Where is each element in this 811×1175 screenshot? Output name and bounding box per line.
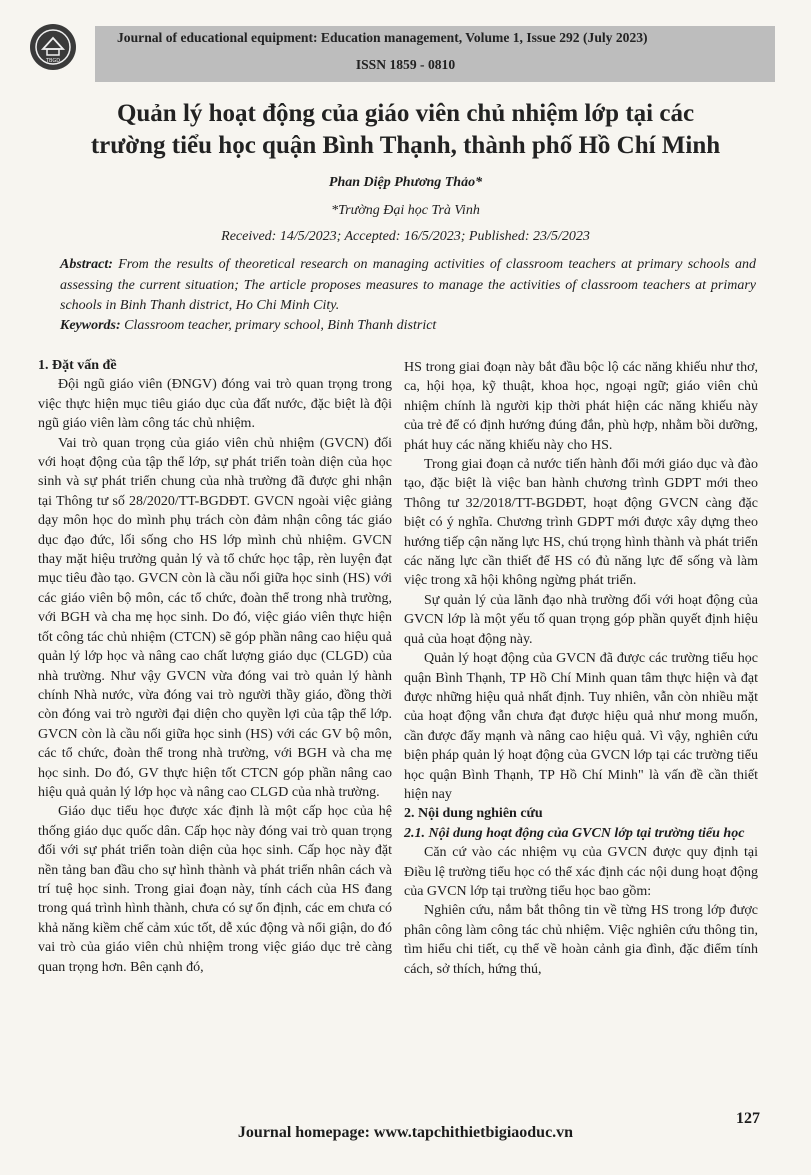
right-column (404, 358, 758, 979)
affiliation: *Trường Đại học Trà Vinh (331, 203, 480, 218)
left-column (38, 356, 392, 977)
keywords-text: Classroom teacher, primary school, Binh Thanh district (124, 318, 437, 333)
title-line-1: Quản lý hoạt động của giáo viên chủ nhiệm lớp tại các (116, 100, 695, 127)
page-number: 127 (736, 1110, 760, 1127)
keywords (60, 318, 756, 334)
paragraph: Căn cứ vào các nhiệm vụ của GVCN được quy định tại Điều lệ trường tiểu học có thể xác định các nội dung hoạt động của GVCN lớp tại trường tiểu học bao gồm: (404, 845, 758, 899)
section-heading-1: 1. Đặt vấn đề (38, 358, 117, 373)
journal-homepage: Journal homepage: www.tapchithietbigiaoduc.vn (237, 1124, 574, 1141)
logo-text: TBGD (45, 58, 61, 64)
article-title (30, 98, 781, 162)
paragraph: Trong giai đoạn cả nước tiến hành đổi mới giáo dục và đào tạo, đặc biệt là việc ban hành chương trình GDPT mới theo Thông tư 32/2018/TT-BGDĐT, hoạt động GVCN càng đặc biệt có ý nghĩa. Chương trình GDPT mới được xây dựng theo hướng tiếp cận năng lực HS, chú trọng hình thành và phát triển các năng lực cần thiết để HS có đủ năng lực để sống và làm việc trong xã hội không ngừng phát triển. (404, 457, 758, 589)
abstract (60, 255, 756, 317)
keywords-label: Keywords: (60, 318, 121, 333)
abstract-text: From the results of theoretical research on managing activities of classroom teachers at primary schools and assessing the current situation; The article proposes measures to manage the activities of classroom teachers at primary schools in Binh Thanh district, Ho Chi Minh City. (60, 257, 756, 313)
paragraph: Nghiên cứu, nắm bắt thông tin về từng HS trong lớp được phân công làm công tác chủ nhiệm. Việc nghiên cứu thông tin, tìm hiểu chi tiết, cụ thể về hoàn cảnh gia đình, đặc điểm tính cách, sở thích, hứng thú, (404, 903, 758, 977)
author: Phan Diệp Phương Thảo* (328, 175, 483, 190)
journal-header: Journal of educational equipment: Education management, Volume 1, Issue 292 (July 2023) (117, 30, 648, 45)
paragraph: Vai trò quan trọng của giáo viên chủ nhiệm (GVCN) đối với hoạt động của tập thể lớp, sự phát triển toàn diện của học sinh và sự phát triển chung của nhà trường đã được ghi nhận tại Thông tư số 28/2020/TT-BGDĐT. GVCN ngoài việc giảng dạy môn học do mình phụ trách còn đảm nhận công tác giáo dục đạo đức, lối sống cho HS lớp mình chủ nhiệm. GVCN thay mặt hiệu trưởng quản lý và tổ chức học tập, rèn luyện đạt mục tiêu đào tạo. GVCN còn là cầu nối giữa học sinh (HS) với các giáo viên bộ môn, các tổ chức, đoàn thể trong nhà trường, với BGH và cha mẹ học sinh. Do đó, việc giáo viên thực hiện tốt công tác chủ nhiệm (CTCN) sẽ góp phần nâng cao hiệu quả quản lý lớp học và nâng cao chất lượng giáo dục (CLGD) của nhà trường. Như vậy GVCN vừa đóng vai trò quản lý hành chính Nhà nước, vừa đóng vai trò người thầy giáo, đồng thời còn đóng vai trò người đại diện cho quyền lợi của tập thể lớp. GVCN còn là cầu nối giữa học sinh (HS) với các GV bộ môn, các tổ chức, đoàn thể trong nhà trường, với BGH và cha mẹ học sinh. Do đó, GV thực hiện tốt CTCN góp phần nâng cao hiệu quả quản lý lớp học và nâng cao CLGD của nhà trường. (38, 435, 392, 800)
subsection-heading-2-1: 2.1. Nội dung hoạt động của GVCN lớp tại trường tiểu học (404, 825, 745, 841)
section-heading-2: 2. Nội dung nghiên cứu (404, 806, 543, 822)
paragraph: Sự quản lý của lãnh đạo nhà trường đối với hoạt động của GVCN lớp là một yếu tố quan trọng góp phần quyết định hiệu quả của hoạt động này. (404, 592, 758, 647)
paragraph: HS trong giai đoạn này bắt đầu bộc lộ các năng khiếu như thơ, ca, hội họa, kỹ thuật, khoa học, ngoại ngữ; giáo viên chủ nhiệm chính là người kịp thời phát hiện các năng khiếu này của trẻ để có định hướng đúng đắn, phù hợp, nhằm bồi dưỡng, phát huy các năng khiếu này cho HS. (404, 360, 758, 453)
publication-dates: Received: 14/5/2023; Accepted: 16/5/2023; Published: 23/5/2023 (221, 229, 590, 244)
paragraph: Quản lý hoạt động của GVCN đã được các trường tiểu học quận Bình Thạnh, TP Hồ Chí Minh quan tâm thực hiện và đạt được những hiệu quả nhất định. Tuy nhiên, vẫn còn nhiều mặt của hoạt động vẫn chưa đạt được hiệu quả như mong muốn, cần được đẩy mạnh và nâng cao hiệu quả. Vì vậy, nghiên cứu biện pháp quản lý hoạt động của GVCN lớp tại các trường tiểu học quận Bình Thạnh, TP Hồ Chí Minh" là vấn đề cần thiết hiện nay (404, 651, 758, 802)
issn: ISSN 1859 - 0810 (355, 57, 456, 72)
paragraph: Đội ngũ giáo viên (ĐNGV) đóng vai trò quan trọng trong việc thực hiện mục tiêu giáo dục của đất nước, đặc biệt là đội ngũ giáo viên làm công tác chủ nhiệm. (38, 377, 392, 432)
abstract-label: Abstract: (60, 257, 113, 272)
paragraph: Giáo dục tiểu học được xác định là một cấp học của hệ thống giáo dục quốc dân. Cấp học này đóng vai trò quan trọng đối với sự phát triển toàn diện của học sinh. Cấp học này đặt nền tảng ban đầu cho sự hình thành và phát triển nhân cách và trí tuệ học sinh. Trong giai đoạn này, tính cách của HS đang trong quá trình hình thành, chưa có sự ổn định, các em chưa có khả năng kiềm chế cảm xúc tốt, dễ xúc động và nổi giận, do đó vai trò của giáo viên chủ nhiệm trong việc giáo dục trẻ càng quan trọng hơn. Bên cạnh đó, (38, 804, 392, 975)
title-line-2: trường tiểu học quận Bình Thạnh, thành phố Hồ Chí Minh (90, 132, 721, 159)
